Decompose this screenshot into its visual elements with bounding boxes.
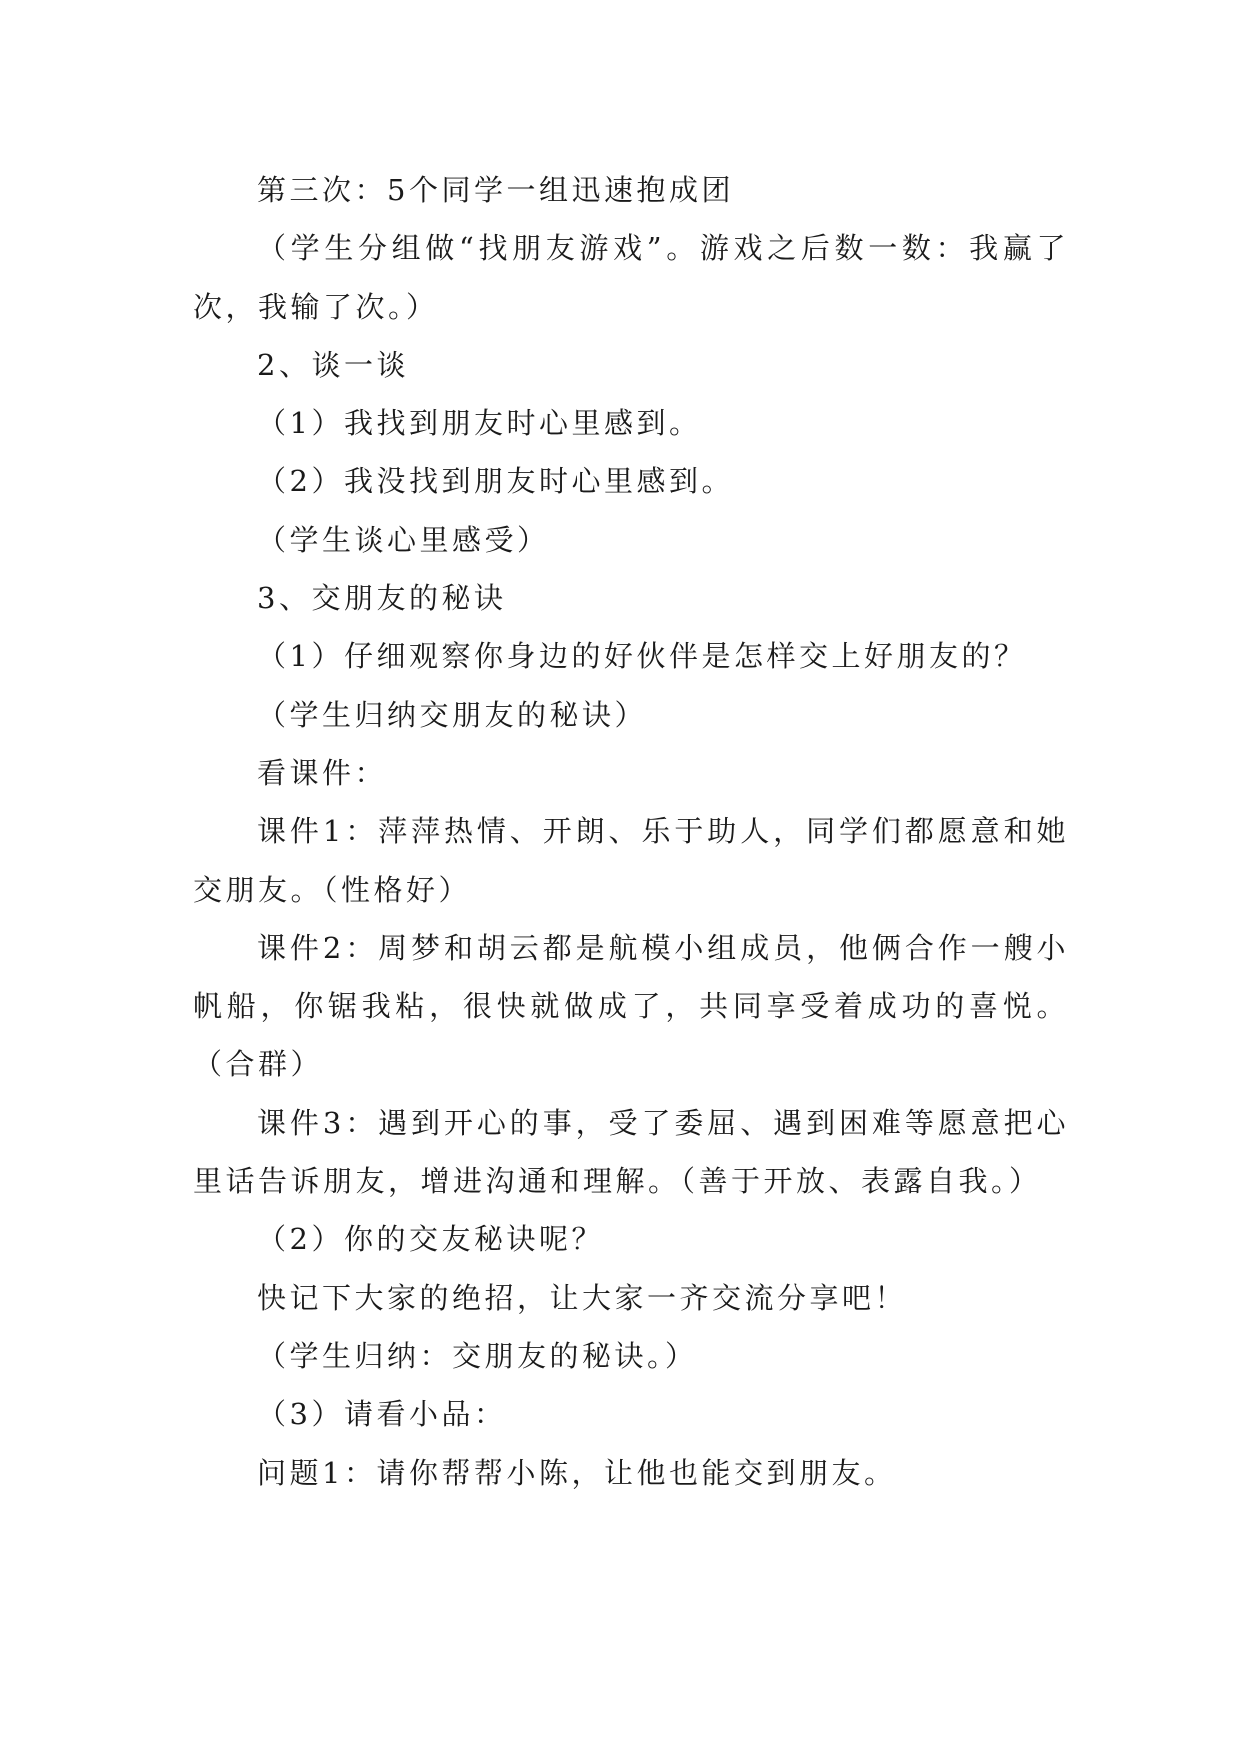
paragraph-your-secret: （2）你的交友秘诀呢？: [257, 1222, 604, 1257]
paragraph-courseware-2: 课件2：周梦和胡云都是航模小组成员，他俩合作一艘小帆船，你锯我粘，很快就做成了，共同享受着成功的喜悦。（合群）: [193, 930, 1069, 1082]
paragraph-summarize-secret: （学生归纳交朋友的秘诀）: [257, 697, 648, 732]
paragraph-share-tips: 快记下大家的绝招，让大家一齐交流分享吧！: [257, 1280, 908, 1315]
paragraph-found-friend: （1）我找到朋友时心里感到。: [257, 406, 702, 441]
paragraph-student-feelings: （学生谈心里感受）: [257, 522, 550, 557]
heading-talk: 2、谈一谈: [257, 347, 409, 382]
paragraph-observe: （1）仔细观察你身边的好伙伴是怎样交上好朋友的？: [257, 639, 1027, 674]
document-body: [193, 161, 1069, 1502]
paragraph-question-1: 问题1：请你帮帮小陈，让他也能交到朋友。: [257, 1455, 897, 1490]
paragraph-skit: （3）请看小品：: [257, 1397, 507, 1432]
paragraph-game-note: （学生分组做“找朋友游戏”。游戏之后数一数：我赢了次，我输了次。）: [193, 231, 1069, 324]
paragraph-courseware-3: 课件3：遇到开心的事，受了委屈、遇到困难等愿意把心里话告诉朋友，增进沟通和理解。（善于开放、表露自我。）: [193, 1105, 1069, 1199]
paragraph-third-round: 第三次：5个同学一组迅速抱成团: [257, 173, 734, 207]
paragraph-student-summary: （学生归纳：交朋友的秘诀。）: [257, 1338, 698, 1373]
paragraph-no-friend: （2）我没找到朋友时心里感到。: [257, 464, 734, 499]
paragraph-courseware-1: 课件1：萍萍热情、开朗、乐于助人，同学们都愿意和她交朋友。（性格好）: [193, 814, 1069, 907]
paragraph-view-courseware: 看课件：: [257, 755, 388, 790]
heading-secret: 3、交朋友的秘诀: [257, 581, 507, 616]
